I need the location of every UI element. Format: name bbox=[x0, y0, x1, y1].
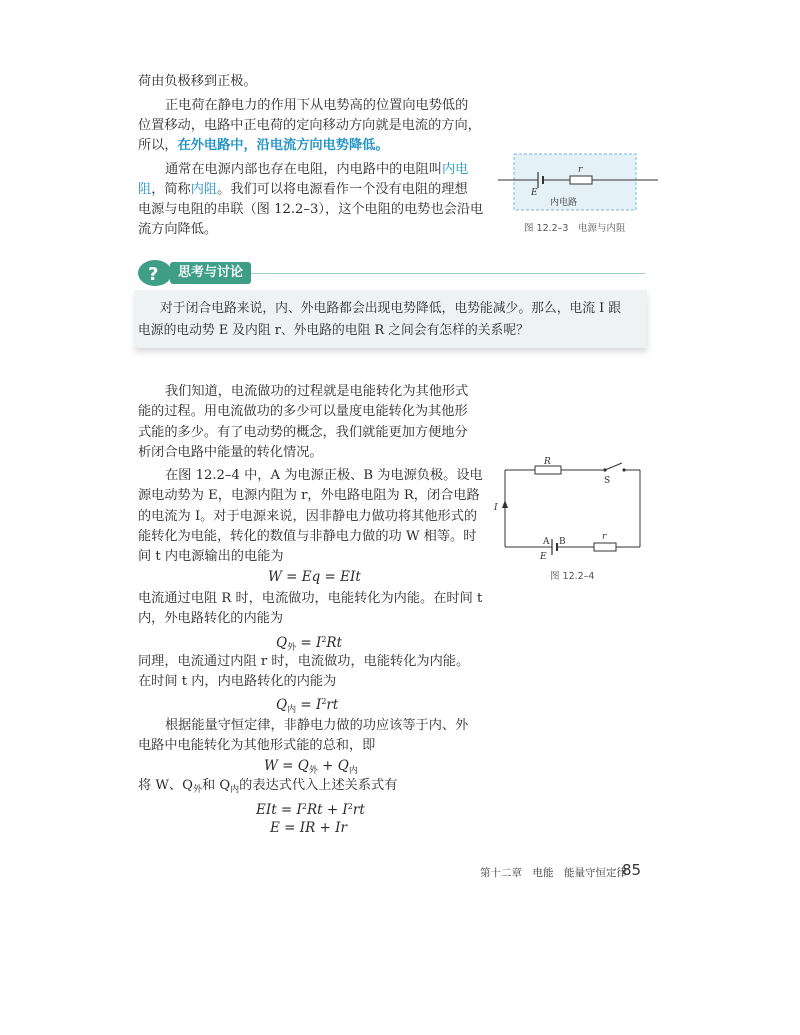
eq-superscript: 2 bbox=[301, 802, 307, 811]
eq-subscript: 内 bbox=[348, 766, 358, 776]
paragraph-line bbox=[165, 160, 468, 180]
text-span: 通常在电源内部也存在电阻，内电路中的电阻叫 bbox=[165, 162, 442, 177]
eq-symbol: W = Q bbox=[264, 758, 309, 774]
think-discuss-icon bbox=[137, 258, 173, 288]
paragraph-line: 在时间 t 内，内电路转化的内能为 bbox=[138, 674, 337, 689]
text-span: 。我们可以将电源看作一个没有电阻的理想 bbox=[217, 182, 468, 197]
term-highlight: 内电 bbox=[441, 162, 469, 177]
term-highlight: 阻 bbox=[138, 182, 152, 197]
equation-electric-energy: W = Eq = EIt bbox=[268, 569, 361, 585]
eq-superscript: 2 bbox=[321, 635, 327, 644]
text-span: 的表达式代入上述关系式有 bbox=[239, 778, 398, 793]
paragraph-line: 在图 12.2–4 中，A 为电源正极、B 为电源负极。设电 bbox=[165, 468, 483, 483]
eq-symbol: + Q bbox=[322, 758, 349, 774]
label-I: I bbox=[494, 503, 498, 513]
eq-subscript: 内 bbox=[287, 705, 297, 715]
figure-closed-circuit bbox=[490, 455, 650, 570]
text-span: 和 Q bbox=[201, 778, 231, 793]
chapter-footer: 第十二章 电能 能量守恒定律 bbox=[480, 867, 627, 879]
text-span: ，简称 bbox=[151, 182, 191, 197]
paragraph-line: 间 t 内电源输出的电能为 bbox=[138, 549, 284, 564]
section-divider bbox=[215, 273, 645, 274]
paragraph-line: 内，外电路转化的内能为 bbox=[138, 611, 284, 626]
label-A: A bbox=[543, 537, 550, 547]
paragraph-line: 能的过程。用电流做功的多少可以量度电能转化为其他形 bbox=[138, 404, 468, 419]
paragraph-line: 根据能量守恒定律，非静电力做的功应该等于内、外 bbox=[165, 718, 469, 733]
label-R: R bbox=[544, 457, 551, 467]
highlight-key-point: 在外电路中，沿电流方向电势降低。 bbox=[177, 138, 389, 153]
think-discuss-title: 思考与讨论 bbox=[170, 262, 251, 284]
eq-symbol: EIt = I bbox=[256, 802, 302, 818]
label-B: B bbox=[559, 537, 566, 547]
eq-symbol: rt bbox=[326, 697, 339, 713]
eq-symbol: Q bbox=[276, 697, 288, 713]
paragraph-line: 电路中电能转化为其他形式能的总和，即 bbox=[138, 738, 376, 753]
svg-text:?: ? bbox=[148, 264, 159, 285]
paragraph-line bbox=[138, 136, 389, 156]
current-arrow bbox=[502, 500, 508, 508]
paragraph-line: 电源与电阻的串联（图 12.2–3），这个电阻的电势也会沿电 bbox=[138, 202, 484, 217]
eq-subscript: 外 bbox=[287, 643, 297, 653]
think-question-line: 电源的电动势 E 及内阻 r、外电路的电阻 R 之间会有怎样的关系呢？ bbox=[138, 323, 529, 338]
paragraph-line: 的电流为 I。对于电源来说，因非静电力做功将其他形式的 bbox=[138, 509, 478, 524]
paragraph-line: 同理，电流通过内阻 r 时，电流做功，电能转化为内能。 bbox=[138, 654, 470, 669]
resistor-R bbox=[535, 466, 561, 474]
paragraph-line: 流方向降低。 bbox=[138, 222, 218, 237]
paragraph-line: 能转化为电能，转化的数值与非静电力做的功 W 相等。时 bbox=[138, 529, 477, 544]
figure-caption: 图 12.2–3 电源与内阻 bbox=[524, 223, 626, 234]
paragraph-line: 析闭合电路中能量的转化情况。 bbox=[138, 445, 323, 460]
paragraph-line: 源电动势为 E，电源内阻为 r，外电路电阻为 R，闭合电路 bbox=[138, 488, 480, 503]
equation-closed-circuit: E = IR + Ir bbox=[270, 820, 347, 836]
text-span: 所以， bbox=[138, 138, 178, 153]
paragraph-line: 电流通过电阻 R 时，电流做功，电能转化为内能。在时间 t bbox=[138, 591, 483, 606]
eq-subscript: 外 bbox=[308, 766, 318, 776]
eq-symbol: rt bbox=[352, 802, 365, 818]
resistor-r bbox=[570, 176, 592, 184]
term-highlight: 内阻 bbox=[190, 182, 218, 197]
eq-symbol: Rt + I bbox=[306, 802, 348, 818]
eq-symbol: Rt bbox=[326, 635, 343, 651]
text-subscript: 外 bbox=[192, 785, 202, 795]
label-S: S bbox=[604, 476, 611, 486]
resistor-r bbox=[594, 543, 616, 551]
switch-S bbox=[605, 463, 622, 470]
label-r: r bbox=[578, 165, 583, 175]
paragraph-line: 式能的多少。有了电动势的概念，我们就能更加方便地分 bbox=[138, 425, 468, 440]
internal-circuit-label: 内电路 bbox=[550, 198, 578, 208]
label-E: E bbox=[531, 188, 538, 198]
text-span: 将 W、Q bbox=[138, 778, 193, 793]
figure-caption: 图 12.2–4 bbox=[550, 571, 595, 582]
eq-symbol: = I bbox=[300, 635, 322, 651]
paragraph-line: 荷由负极移到正极。 bbox=[138, 74, 257, 89]
label-E: E bbox=[540, 552, 547, 562]
paragraph-line: 位置移动，电路中正电荷的定向移动方向就是电流的方向， bbox=[138, 118, 481, 133]
paragraph-line: 正电荷在静电力的作用下从电势高的位置向电势低的 bbox=[165, 98, 469, 113]
think-question-line: 对于闭合电路来说，内、外电路都会出现电势降低，电势能减少。那么，电流 I 跟 bbox=[160, 301, 622, 316]
page-number: 85 bbox=[622, 861, 642, 879]
figure-internal-resistance bbox=[498, 150, 658, 215]
label-r: r bbox=[602, 532, 607, 542]
equation-substituted bbox=[256, 797, 365, 820]
eq-symbol: Q bbox=[276, 635, 288, 651]
eq-superscript: 2 bbox=[321, 697, 327, 706]
paragraph-line: 我们知道，电流做功的过程就是电能转化为其他形式 bbox=[165, 384, 469, 399]
eq-symbol: = I bbox=[300, 697, 322, 713]
paragraph-line bbox=[138, 180, 468, 200]
text-subscript: 内 bbox=[230, 785, 240, 795]
eq-superscript: 2 bbox=[347, 802, 353, 811]
